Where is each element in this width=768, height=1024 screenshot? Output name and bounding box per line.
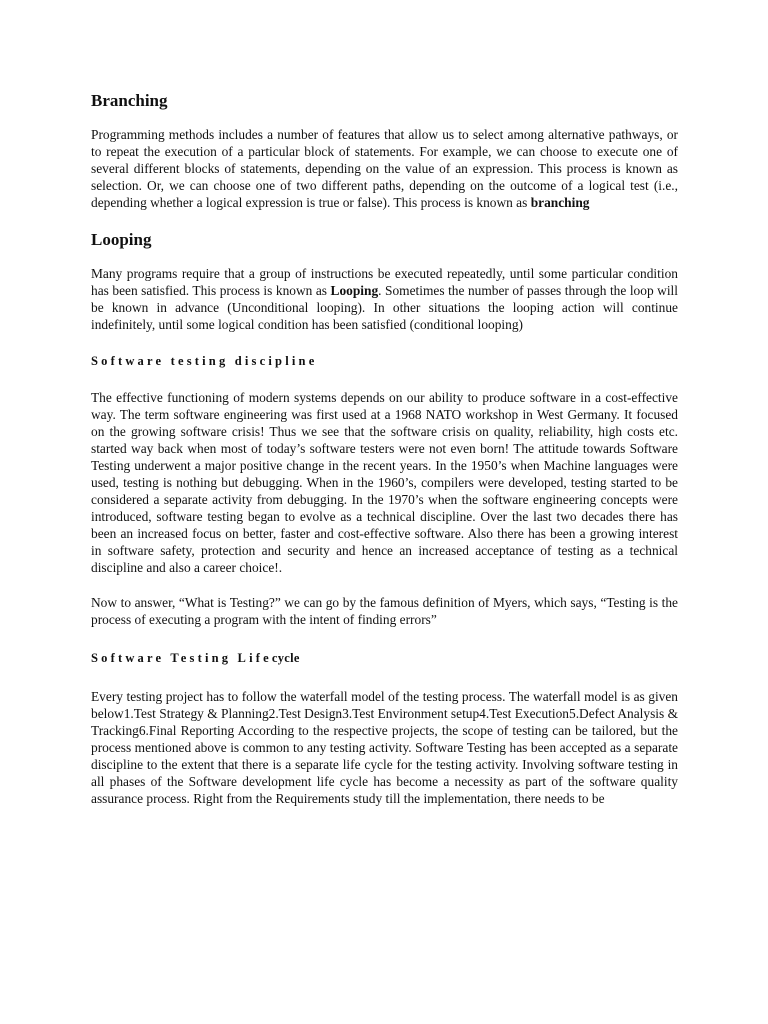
branching-section: [91, 88, 678, 211]
lifecycle-heading: [91, 648, 678, 668]
lifecycle-heading-tail: cycle: [271, 651, 300, 665]
looping-section: [91, 227, 678, 333]
discipline-paragraph-1: The effective functioning of modern systems depends on our ability to produce software in a cost-effective way. The term software engineering was first used at a 1968 NATO workshop in West Germany. It focused on the growing software crisis! Thus we see that the software crisis on quality, reliability, high costs etc. started way back when most of today’s software testers were not even born! The attitude towards Software Testing underwent a major positive change in the recent years. In the 1950’s when Machine languages were used, testing is nothing but debugging. When in the 1960’s, compilers were developed, testing started to be considered a separate activity from debugging. In the 1970’s when the software engineering concepts were introduced, software testing began to evolve as a technical discipline. Over the last two decades there has been an increased focus on better, faster and cost-effective software. Also there has been a growing interest in software safety, protection and security and hence an increased acceptance of testing as a technical discipline and also a career choice!.: [91, 390, 678, 575]
looping-bold-term: Looping: [330, 283, 379, 298]
discipline-heading: Software testing discipline: [91, 354, 318, 368]
branching-bold-term: branching: [530, 195, 590, 210]
document-page: [91, 88, 678, 807]
branching-heading: Branching: [91, 91, 168, 110]
looping-heading: Looping: [91, 230, 152, 249]
looping-paragraph-after: . Sometimes the number of passes through the loop will be known in advance (Unconditional looping). In other situations the looping action will continue indefinitely, until some logical condition has been satisfied (conditional looping): [91, 283, 678, 332]
discipline-section: [91, 351, 678, 628]
looping-paragraph-before: Many programs require that a group of instructions be executed repeatedly, until some particular condition has been satisfied. This process is known as: [91, 266, 678, 298]
looping-paragraph: [91, 265, 678, 333]
discipline-paragraph-2: Now to answer, “What is Testing?” we can go by the famous definition of Myers, which says, “Testing is the process of executing a program with the intent of finding errors”: [91, 595, 678, 627]
lifecycle-heading-main: Software Testing Life: [91, 651, 272, 665]
branching-paragraph: [91, 126, 678, 211]
branching-paragraph-text: Programming methods includes a number of features that allow us to select among alternative pathways, or to repeat the execution of a particular block of statements. For example, we can choose to execute one of several different blocks of statements, depending on the value of an expression. This process is known as selection. Or, we can choose one of two different paths, depending on the outcome of a logical test (i.e., depending whether a logical expression is true or false). This process is known as: [91, 127, 678, 210]
lifecycle-section: [91, 648, 678, 807]
lifecycle-paragraph: Every testing project has to follow the waterfall model of the testing process. The waterfall model is as given below1.Test Strategy & Planning2.Test Design3.Test Environment setup4.Test Execution5.Defect Analysis & Tracking6.Final Reporting According to the respective projects, the scope of testing can be tailored, but the process mentioned above is common to any testing activity. Software Testing has been accepted as a separate discipline to the extent that there is a separate life cycle for the testing activity. Involving software testing in all phases of the Software development life cycle has become a necessity as part of the software quality assurance process. Right from the Requirements study till the implementation, there needs to be: [91, 689, 678, 806]
